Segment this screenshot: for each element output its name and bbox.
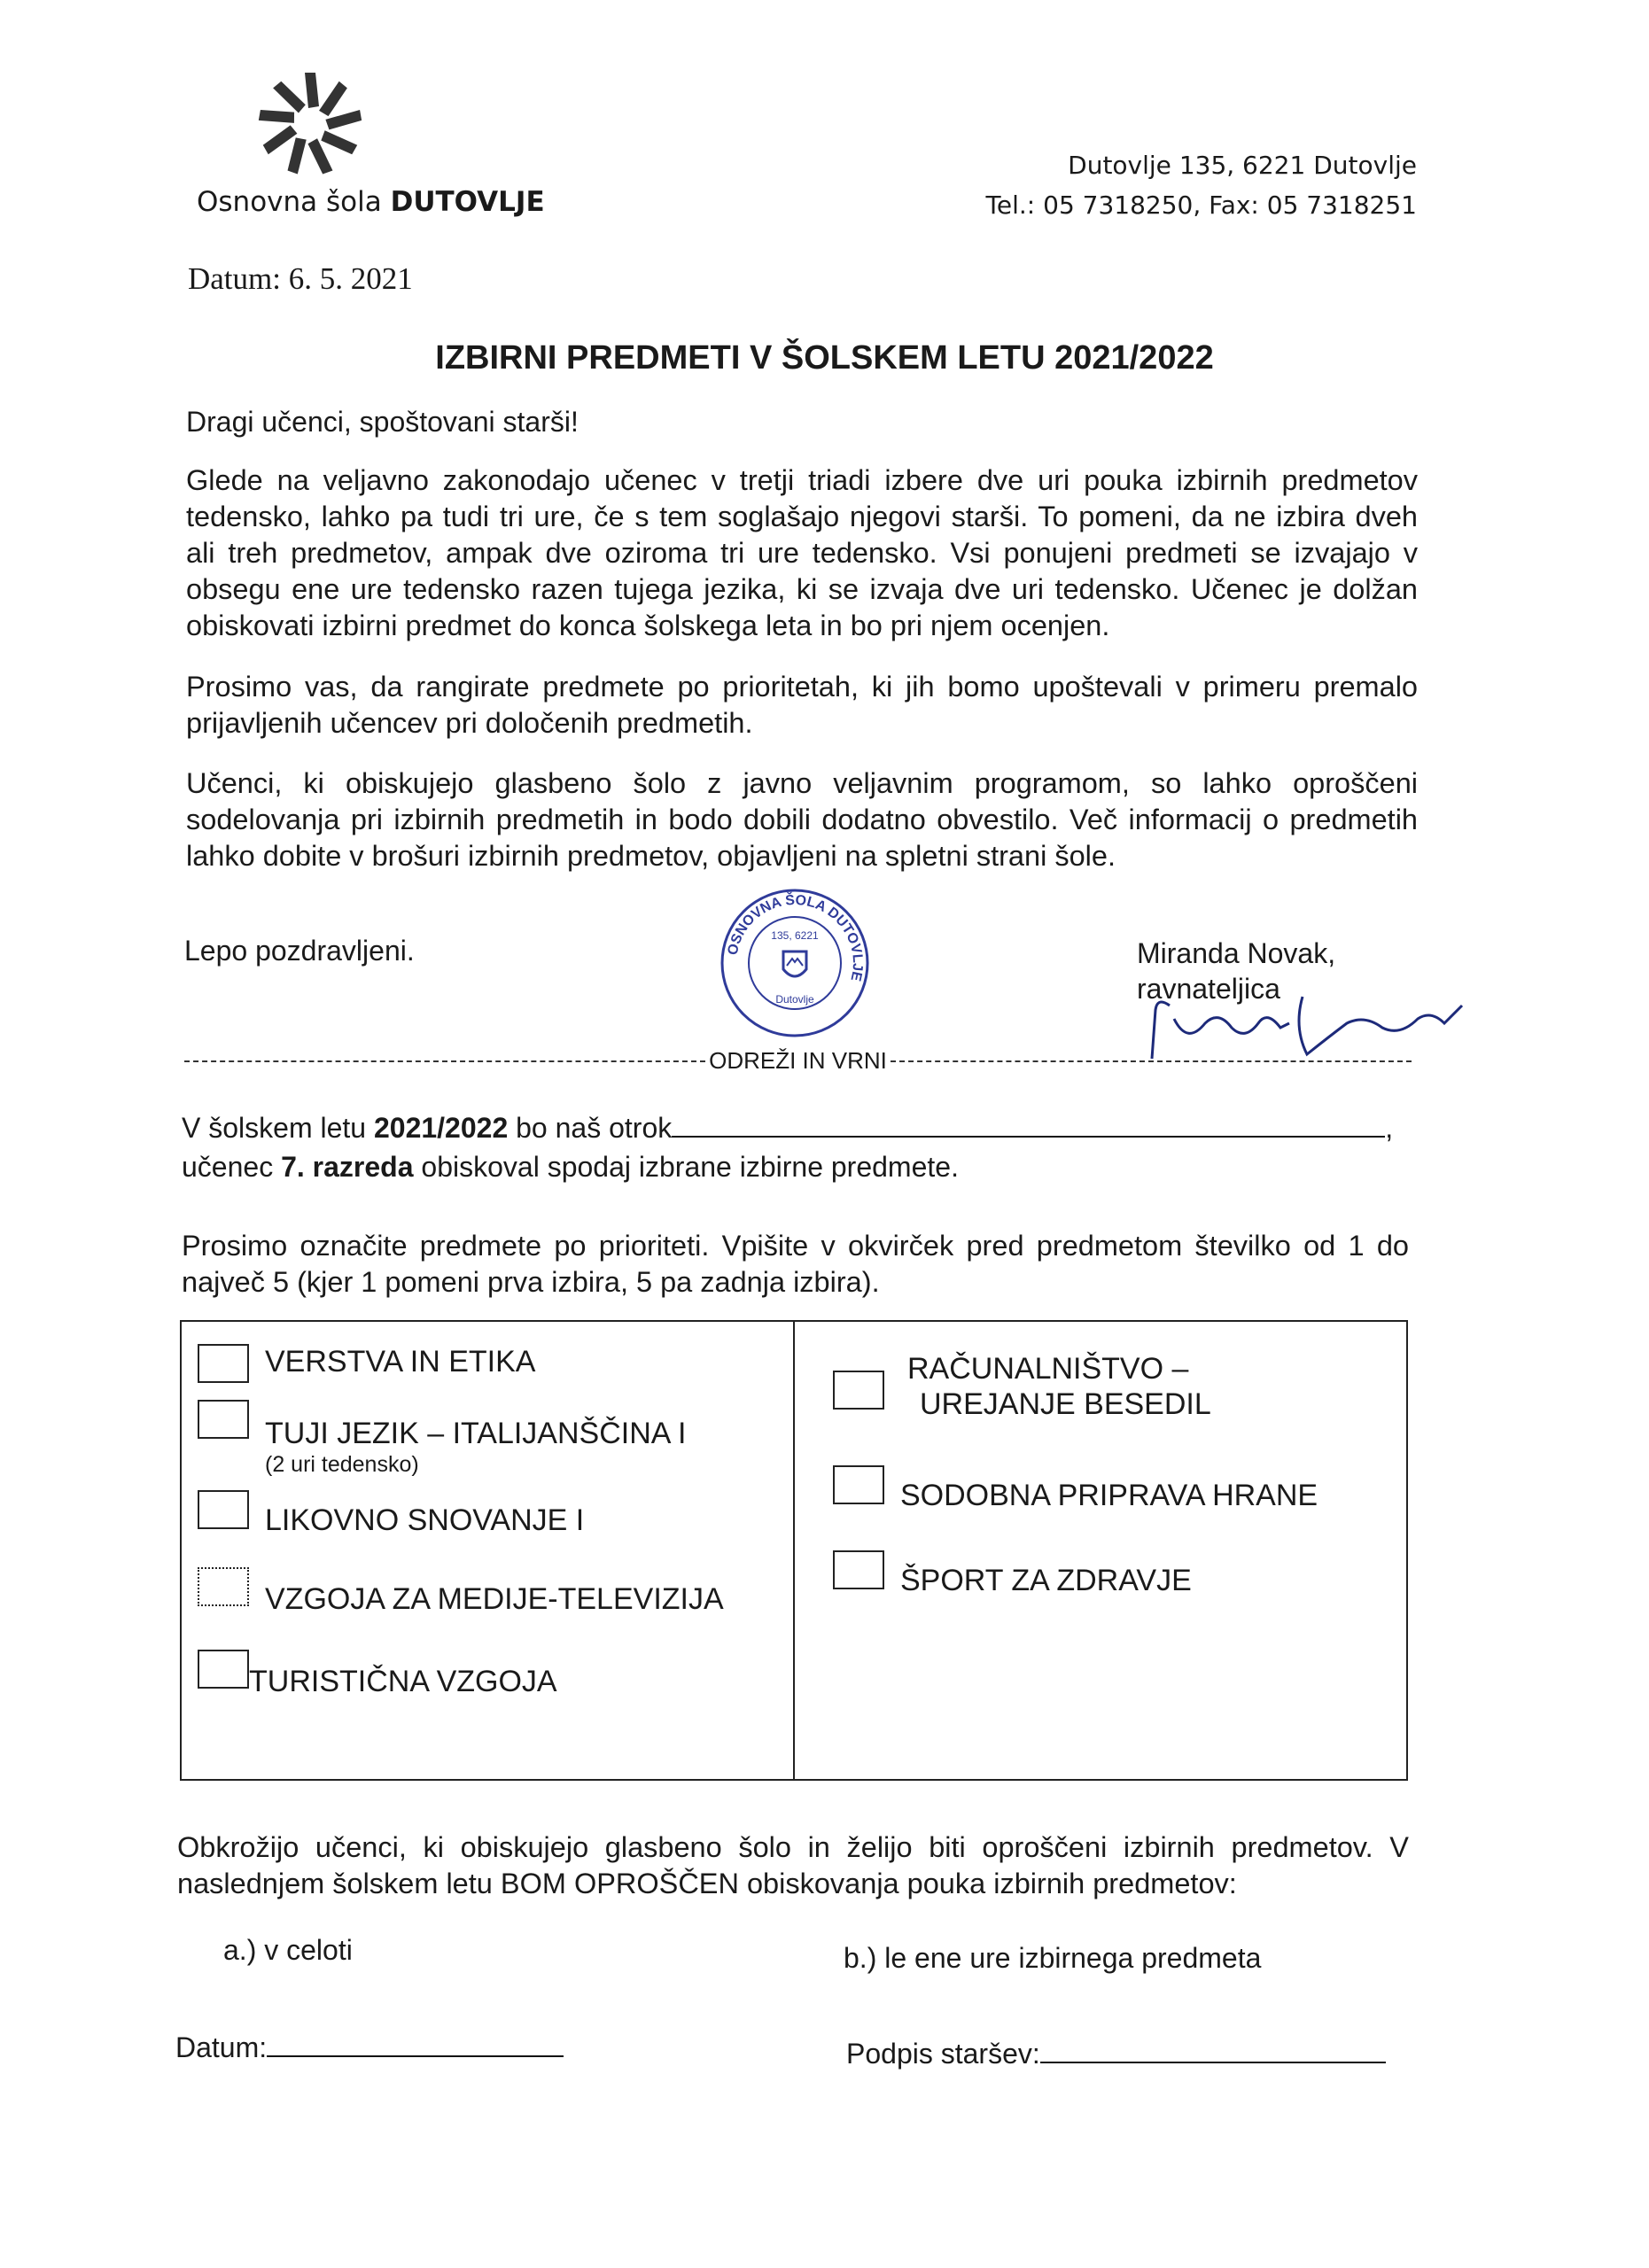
priority-box[interactable] xyxy=(198,1490,249,1529)
priority-box[interactable] xyxy=(198,1567,249,1606)
music-note-line: naslednjem šolskem letu BOM OPROŠČEN obiskovanja pouka izbirnih predmetov: xyxy=(177,1868,1237,1899)
subject-label: TURISTIČNA VZGOJA xyxy=(249,1665,557,1698)
paragraph-line: Prosimo vas, da rangirate predmete po prioritetah, ki jih bomo upoštevali v primeru premalo xyxy=(186,671,1418,703)
subjects-table xyxy=(180,1320,1408,1781)
subject-label: TUJI JEZIK – ITALIJANŠČINA I xyxy=(265,1417,687,1450)
subject-item-italijanscina xyxy=(198,1400,686,1478)
table-divider xyxy=(793,1322,795,1779)
footer-sign-label: Podpis staršev: xyxy=(846,2038,1040,2070)
paragraph-2 xyxy=(186,669,1418,742)
paragraph-line: obiskovati izbirni predmet do konca šolskega leta in bo pri njem ocenjen. xyxy=(186,610,1110,641)
form-line-1-comma: , xyxy=(1385,1112,1394,1144)
subject-note: (2 uri tedensko) xyxy=(265,1452,419,1477)
option-b[interactable]: b.) le ene ure izbirnega predmeta xyxy=(844,1942,1262,1974)
paragraph-line: prijavljenih učencev pri določenih predmetih. xyxy=(186,707,753,739)
paragraph-1 xyxy=(186,462,1418,644)
school-address: Dutovlje 135, 6221 Dutovlje xyxy=(1068,151,1417,180)
stamp-top-text: ŠOLA xyxy=(784,892,828,915)
subject-item-turisticna xyxy=(198,1650,557,1699)
paragraph-line: tedensko, lahko pa tudi tri ure, če s tem soglašajo njegovi starši. To pomeni, da ne izbira dveh xyxy=(186,501,1418,532)
subject-item-sport xyxy=(833,1550,1192,1598)
instruction-line: največ 5 (kjer 1 pomeni prva izbira, 5 pa zadnja izbira). xyxy=(182,1266,880,1298)
school-name-prefix: Osnovna šola xyxy=(197,186,382,218)
signer-role: ravnateljica xyxy=(1137,973,1280,1005)
footer-date-label: Datum: xyxy=(175,2031,268,2063)
coat-of-arms-icon xyxy=(783,951,806,976)
footer-date xyxy=(175,2029,564,2064)
instruction-line: Prosimo označite predmete po prioriteti. Vpišite v okvirček pred predmetom številko od 1 do xyxy=(182,1230,1409,1262)
subject-label: SODOBNA PRIPRAVA HRANE xyxy=(900,1479,1318,1512)
subject-label: ŠPORT ZA ZDRAVJE xyxy=(900,1564,1192,1597)
subject-item-likovno xyxy=(198,1490,584,1538)
paragraph-line: lahko dobite v brošuri izbirnih predmetov, objavljeni na spletni strani šole. xyxy=(186,840,1116,872)
stamp-city-text: Dutovlje xyxy=(775,993,814,1006)
school-name xyxy=(197,186,545,218)
priority-box[interactable] xyxy=(833,1465,884,1504)
priority-box[interactable] xyxy=(833,1550,884,1589)
paragraph-line: sodelovanja pri izbirnih predmetih in bodo dobili dodatno obvestilo. Več informacij o predmetih xyxy=(186,804,1418,835)
form-instructions xyxy=(182,1228,1409,1301)
form-grade: 7. razreda xyxy=(281,1151,414,1183)
school-phone: Tel.: 05 7318250, Fax: 05 7318251 xyxy=(985,190,1417,220)
cut-label: ODREŽI IN VRNI xyxy=(709,1047,887,1074)
date-field[interactable] xyxy=(267,2029,564,2057)
form-line-2-pre: učenec xyxy=(182,1151,282,1183)
form-line-1-post: bo naš otrok xyxy=(508,1112,673,1144)
document-title: IZBIRNI PREDMETI V ŠOLSKEM LETU 2021/2022 xyxy=(435,339,1214,377)
parent-signature-field[interactable] xyxy=(1040,2035,1386,2063)
child-name-field[interactable] xyxy=(672,1107,1385,1138)
paragraph-3 xyxy=(186,765,1418,874)
form-line-1 xyxy=(182,1107,1393,1145)
subject-label: LIKOVNO SNOVANJE I xyxy=(265,1503,585,1537)
subject-label: VERSTVA IN ETIKA xyxy=(265,1345,536,1379)
document-date: Datum: 6. 5. 2021 xyxy=(188,261,413,296)
subject-label: RAČUNALNIŠTVO – xyxy=(907,1352,1189,1386)
stamp-inner-text: 135, 6221 xyxy=(771,929,819,942)
form-line-2-post: obiskoval spodaj izbrane izbirne predmete. xyxy=(413,1151,959,1183)
priority-box[interactable] xyxy=(833,1371,884,1410)
school-logo xyxy=(253,66,368,182)
music-school-note xyxy=(177,1829,1409,1902)
school-stamp xyxy=(719,888,870,1038)
stamp-left-text: OSNOVNA xyxy=(725,895,783,957)
music-note-line: Obkrožijo učenci, ki obiskujejo glasbeno šolo in želijo biti oproščeni izbirnih predmetov. V xyxy=(177,1831,1409,1863)
form-line-2 xyxy=(182,1151,959,1184)
paragraph-line: ali treh predmetov, ampak dve oziroma tri ure tedensko. Vsi ponujeni predmeti se izvajajo v xyxy=(186,537,1418,569)
footer-signature xyxy=(846,2035,1386,2070)
subject-item-vzgoja-mediji xyxy=(198,1567,724,1617)
subject-label-line-2: UREJANJE BESEDIL xyxy=(920,1387,1211,1421)
form-school-year: 2021/2022 xyxy=(373,1112,509,1144)
priority-box[interactable] xyxy=(198,1344,249,1383)
paragraph-line: obsegu ene ure tedensko razen tujega jezika, ki se izvaja dve uri tedensko. Učenec je dolžan xyxy=(186,573,1418,605)
subject-item-verstva xyxy=(198,1344,535,1383)
signer-name: Miranda Novak, xyxy=(1137,937,1336,969)
subject-label: VZGOJA ZA MEDIJE-TELEVIZIJA xyxy=(265,1582,724,1616)
closing: Lepo pozdravljeni. xyxy=(184,935,415,967)
paragraph-line: Glede na veljavno zakonodajo učenec v tretji triadi izbere dve uri pouka izbirnih predmetov xyxy=(186,464,1418,496)
priority-box[interactable] xyxy=(198,1400,249,1439)
option-a[interactable]: a.) v celoti xyxy=(223,1934,353,1966)
paragraph-line: Učenci, ki obiskujejo glasbeno šolo z javno veljavnim programom, so lahko oproščeni xyxy=(186,767,1418,799)
subject-item-priprava-hrane xyxy=(833,1465,1318,1513)
stamp-right-text: DUTOVLJE xyxy=(824,905,866,983)
school-name-bold: DUTOVLJE xyxy=(390,186,545,218)
form-line-1-pre: V šolskem letu xyxy=(182,1112,374,1144)
cut-line xyxy=(184,1047,1412,1075)
subject-item-racunalnistvo xyxy=(833,1352,1211,1422)
priority-box[interactable] xyxy=(198,1650,249,1689)
greeting: Dragi učenci, spoštovani starši! xyxy=(186,406,579,438)
